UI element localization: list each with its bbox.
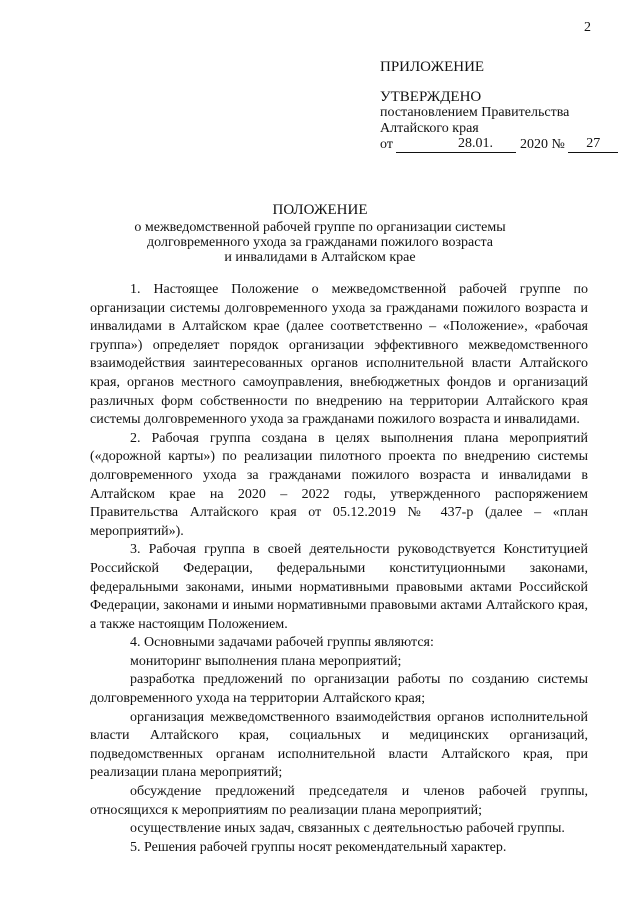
paragraph: 5. Решения рабочей группы носят рекомендательный характер. <box>130 839 507 855</box>
paragraph: 4. Основными задачами рабочей группы являются: <box>130 635 434 651</box>
page-number: 2 <box>584 20 591 35</box>
task-item: обсуждение предложений председателя и членов рабочей группы, относящихся к мероприятиям по реализации плана мероприятий; <box>90 784 588 818</box>
decree-date-line <box>380 137 618 154</box>
paragraph: 1. Настоящее Положение о межведомственной рабочей группе по организации системы долговременного ухода за гражданами пожилого возраста и инвалидами в Алтайском крае (далее соответственно – «Положение», «рабочая группа») определяет порядок организации эффективного межведомственного взаимодействия заинтересованных органов исполнительной власти Алтайского края, органов местного самоуправления, внебюджетных фондов и организаций различных форм собственности по внедрению на территории Алтайского края системы долговременного ухода за гражданами пожилого возраста и инвалидами. <box>90 282 588 428</box>
approval-stamp <box>380 59 618 154</box>
paragraph: 3. Рабочая группа в своей деятельности руководствуется Конституцией Российской Федерации, федеральными конституционными законами, федеральными законами, иными нормативными правовыми актами Российской Федерации, законами и иными нормативными правовыми актами Алтайского края, а также настоящим Положением. <box>90 542 588 632</box>
document-body <box>90 281 588 857</box>
decree-line-2: Алтайского края <box>380 121 479 136</box>
decree-date: 28.01. <box>396 136 516 153</box>
task-item: осуществление иных задач, связанных с деятельностью рабочей группы. <box>130 821 565 837</box>
task-item: мониторинг выполнения плана мероприятий; <box>130 653 402 669</box>
title-heading: ПОЛОЖЕНИЕ <box>272 202 368 218</box>
task-item: организация межведомственного взаимодействия органов исполнительной власти Алтайского края, социальных и медицинских организаций, подведомственных органам исполнительной власти Алтайского края, при реализации плана мероприятий; <box>90 709 588 781</box>
document-title <box>0 203 640 265</box>
title-line-3: и инвалидами в Алтайском крае <box>224 250 416 265</box>
title-line-2: долговременного ухода за гражданами пожилого возраста <box>147 235 493 250</box>
decree-year-number-label: 2020 № <box>519 137 565 152</box>
from-label: от <box>380 137 393 152</box>
decree-line-1: постановлением Правительства <box>380 105 570 120</box>
appendix-label: ПРИЛОЖЕНИЕ <box>380 59 485 75</box>
approved-label: УТВЕРЖДЕНО <box>380 89 482 105</box>
paragraph: 2. Рабочая группа создана в целях выполнения плана мероприятий («дорожной карты») по реализации пилотного проекта по внедрению системы долговременного ухода за гражданами пожилого возраста и инвалидами в Алтайском крае на 2020 – 2022 годы, утвержденного распоряжением Правительства Алтайского края от 05.12.2019 № 437-р (далее – «план мероприятий»). <box>90 430 588 539</box>
decree-number: 27 <box>568 136 618 153</box>
task-item: разработка предложений по организации работы по созданию системы долговременного ухода на территории Алтайского края; <box>90 672 588 707</box>
title-line-1: о межведомственной рабочей группе по организации системы <box>134 220 506 235</box>
